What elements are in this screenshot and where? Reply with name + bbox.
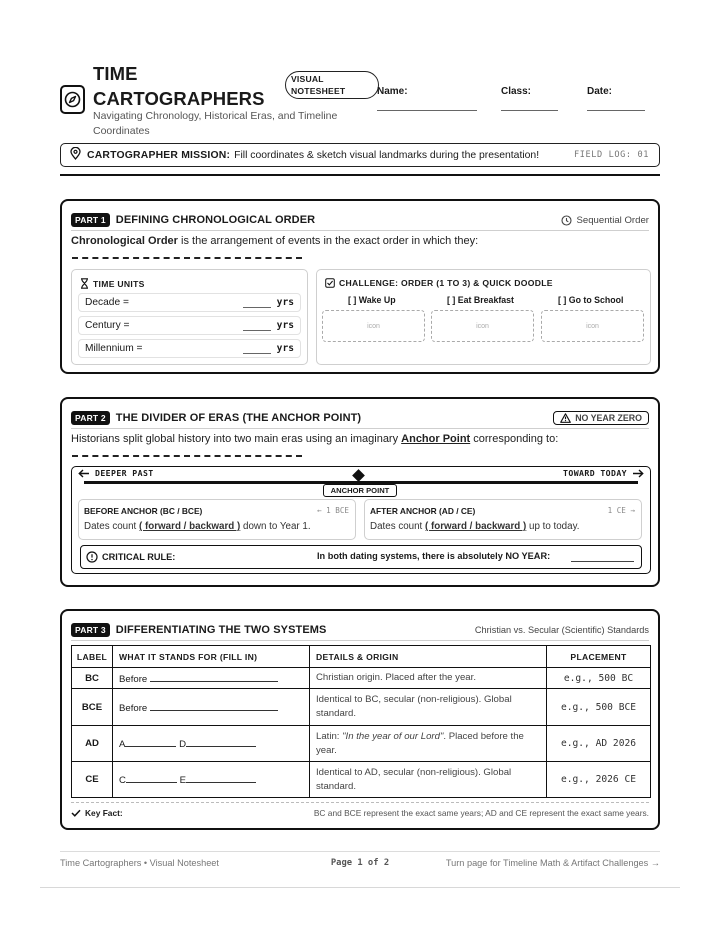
class-field[interactable] (501, 110, 558, 111)
warning-icon (560, 413, 571, 423)
decade-blank[interactable] (243, 298, 271, 308)
anchor-diamond-icon (352, 469, 365, 482)
table-row: CE C E Identical to AD, secular (non-religious). Global standard. e.g., 2026 CE (72, 762, 651, 798)
key-fact: Key Fact: BC and BCE represent the exact same years; AD and CE represent the exact same years. (71, 802, 649, 820)
date-field[interactable] (587, 110, 645, 111)
table-row: BC Before Christian origin. Placed after the year. e.g., 500 BC (72, 668, 651, 689)
checkbox-icon (325, 278, 335, 288)
challenge-wake-up[interactable]: [ ] Wake Up (348, 295, 396, 305)
time-units-title: TIME UNITS (93, 278, 145, 289)
table-row: BCE Before Identical to BC, secular (non-religious). Global standard. e.g., 500 BCE (72, 689, 651, 726)
ad-fill-blank-a[interactable] (125, 737, 176, 747)
bce-fill-blank[interactable] (150, 701, 278, 711)
part1-intro: Chronological Order is the arrangement of events in the exact order in which they: (71, 235, 479, 247)
alert-circle-icon (86, 551, 98, 563)
part2-badge: PART 2 (71, 411, 110, 425)
date-label: Date: (587, 86, 613, 97)
key-fact-text: BC and BCE represent the exact same years; AD and CE represent the exact same years. (313, 808, 649, 818)
unit-row-decade: Decade = yrs (78, 293, 301, 312)
name-label: Name: (377, 86, 408, 97)
table-row: AD A D Latin: "In the year of our Lord". Placed before the year. e.g., AD 2026 (72, 726, 651, 762)
ce-fill-blank-e[interactable] (186, 773, 256, 783)
part2-title: THE DIVIDER OF ERAS (THE ANCHOR POINT) (115, 412, 362, 424)
compass-icon (60, 85, 85, 114)
visual-notesheet-badge: VISUAL NOTESHEET (285, 71, 379, 99)
mission-text: Fill coordinates & sketch visual landmarks during the presentation! (234, 149, 540, 161)
col-placement: PLACEMENT (547, 646, 651, 668)
after-anchor-box: AFTER ANCHOR (AD / CE) 1 CE → Dates count ( forward / backward ) up to today. (364, 499, 642, 540)
arrow-left-icon (78, 469, 90, 478)
col-details: DETAILS & ORIGIN (310, 646, 547, 668)
before-anchor-box: BEFORE ANCHOR (BC / BCE) ← 1 BCE Dates count ( forward / backward ) down to Year 1. (78, 499, 356, 540)
part3-badge: PART 3 (71, 623, 110, 637)
part1-answer-line[interactable] (72, 257, 302, 259)
clock-icon (561, 215, 572, 226)
col-stands-for: WHAT IT STANDS FOR (FILL IN) (113, 646, 310, 668)
page-number: Page 1 of 2 (330, 858, 390, 868)
part1-card (60, 199, 660, 374)
deeper-past-label: DEEPER PAST (78, 468, 154, 478)
check-icon (71, 809, 81, 817)
header-divider (60, 174, 660, 176)
part2-intro: Historians split global history into two main eras using an imaginary Anchor Point corresponding to: (71, 433, 559, 445)
timeline-diagram (71, 466, 651, 574)
critical-rule-text: In both dating systems, there is absolutely NO YEAR: (317, 551, 551, 561)
footer-right[interactable]: Turn page for Timeline Math & Artifact Challenges → (445, 858, 660, 868)
arrow-right-icon (632, 469, 644, 478)
hourglass-icon (80, 278, 89, 289)
part3-right: Christian vs. Secular (Scientific) Standards (474, 625, 649, 635)
page-title: TIME CARTOGRAPHERS (93, 63, 265, 109)
challenge-title: CHALLENGE: ORDER (1 TO 3) & QUICK DOODLE (339, 278, 553, 288)
name-field[interactable] (377, 110, 477, 111)
century-blank[interactable] (243, 321, 271, 331)
part1-right: Sequential Order (561, 215, 649, 226)
no-year-zero-badge: NO YEAR ZERO (553, 411, 649, 425)
ce-fill-blank-c[interactable] (126, 773, 177, 783)
col-label: LABEL (72, 646, 113, 668)
challenge-eat-breakfast[interactable]: [ ] Eat Breakfast (447, 295, 514, 305)
location-pin-icon (70, 147, 81, 163)
page-subtitle: Navigating Chronology, Historical Eras, and Timeline Coordinates (93, 110, 338, 137)
footer-left: Time Cartographers • Visual Notesheet (60, 858, 219, 868)
challenge-box (316, 269, 651, 365)
anchor-point-label: ANCHOR POINT (323, 484, 397, 497)
bc-fill-blank[interactable] (150, 672, 278, 682)
part2-answer-line[interactable] (72, 455, 302, 457)
mission-label: CARTOGRAPHER MISSION: (87, 149, 231, 161)
year-zero-blank[interactable] (571, 561, 634, 562)
ad-fill-blank-d[interactable] (186, 737, 256, 747)
page-bottom-line (40, 887, 680, 888)
doodle-box-2[interactable]: icon (431, 310, 534, 342)
doodle-box-1[interactable]: icon (322, 310, 425, 342)
unit-row-century: Century = yrs (78, 316, 301, 335)
before-direction-choice[interactable]: ( forward / backward ) (139, 521, 241, 532)
class-label: Class: (501, 86, 532, 97)
toward-today-label: TOWARD TODAY (563, 468, 644, 478)
critical-rule-box: CRITICAL RULE: In both dating systems, there is absolutely NO YEAR: (80, 545, 642, 569)
part3-card (60, 609, 660, 830)
footer-divider (60, 851, 660, 852)
field-log: FIELD LOG: 01 (573, 150, 649, 160)
part3-title: DIFFERENTIATING THE TWO SYSTEMS (115, 624, 327, 636)
doodle-box-3[interactable]: icon (541, 310, 644, 342)
part1-badge: PART 1 (71, 213, 110, 227)
systems-table (71, 645, 651, 798)
challenge-go-to-school[interactable]: [ ] Go to School (558, 295, 624, 305)
time-units-box (71, 269, 308, 365)
part1-title: DEFINING CHRONOLOGICAL ORDER (115, 214, 316, 226)
part2-card (60, 397, 660, 587)
after-direction-choice[interactable]: ( forward / backward ) (425, 521, 527, 532)
mission-bar (60, 143, 660, 167)
millennium-blank[interactable] (243, 344, 271, 354)
unit-row-millennium: Millennium = yrs (78, 339, 301, 358)
